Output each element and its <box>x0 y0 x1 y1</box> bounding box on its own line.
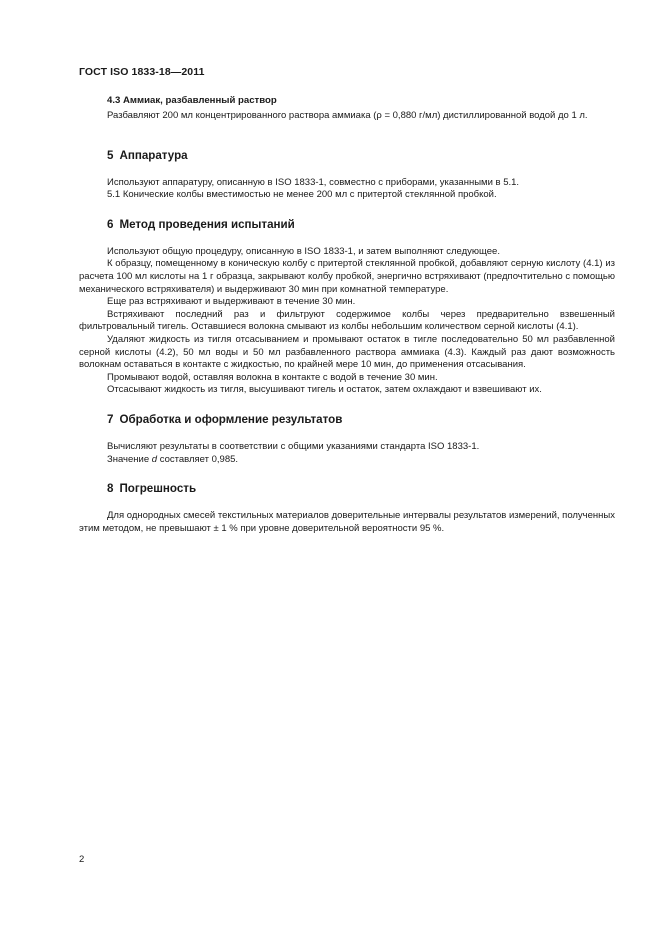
paragraph: Удаляют жидкость из тигля отсасыванием и промывают остаток в тигле последовательно 50 мл разбавленной серной кислоты (4.2), 50 мл воды и 50 мл разбавленного раствора аммиака (4.3). Каждый раз дают возможность волокнам оставаться в контакте с жидкостью, по крайней мере 10 мин, до применения отсасывания. <box>79 333 615 371</box>
paragraph: Еще раз встряхивают и выдерживают в течение 30 мин. <box>107 296 356 308</box>
section-number: 5 <box>107 148 114 162</box>
section-6 <box>79 218 615 397</box>
paragraph: 5.1 Конические колбы вместимостью не менее 200 мл с притертой стеклянной пробкой. <box>107 189 497 201</box>
paragraph: Промывают водой, оставляя волокна в контакте с водой в течение 30 мин. <box>107 371 438 383</box>
section-heading: Аппаратура <box>119 148 188 162</box>
section-title <box>79 413 615 426</box>
paragraph: Отсасывают жидкость из тигля, высушивают тигель и остаток, затем охлаждают и взвешивают их. <box>107 384 542 396</box>
section-8 <box>79 482 615 535</box>
section-title <box>79 482 615 495</box>
text-run: Значение <box>107 453 152 465</box>
section-heading: Погрешность <box>119 482 197 496</box>
section-number: 8 <box>107 482 114 496</box>
section-number: 7 <box>107 412 114 426</box>
paragraph: Встряхивают последний раз и фильтруют содержимое колбы через предварительно взвешенный фильтровальный тигель. Оставшиеся волокна смывают из колбы небольшим количеством серной кислоты (4.1). <box>79 308 615 333</box>
document-header: ГОСТ ISO 1833-18—2011 <box>79 66 205 78</box>
section-7 <box>79 413 615 466</box>
paragraph: Разбавляют 200 мл концентрированного раствора аммиака (ρ = 0,880 г/мл) дистиллированной водой до 1 л. <box>107 110 588 121</box>
subsection-title: 4.3 Аммиак, разбавленный раствор <box>107 95 277 106</box>
section-5 <box>79 149 615 202</box>
section-title <box>79 218 615 231</box>
text-run: составляет 0,985. <box>157 453 239 465</box>
variable-d: d <box>151 453 158 465</box>
paragraph: Используют общую процедуру, описанную в ISO 1833-1, и затем выполняют следующее. <box>107 245 500 257</box>
paragraph: Используют аппаратуру, описанную в ISO 1833-1, совместно с приборами, указанными в 5.1. <box>107 176 520 188</box>
section-heading: Метод проведения испытаний <box>119 217 295 231</box>
paragraph: Для однородных смесей текстильных материалов доверительные интервалы результатов измерений, полученных этим методом, не превышают ± 1 % при уровне доверительной вероятности 95 %. <box>79 510 615 534</box>
subsection-4-3 <box>79 95 615 123</box>
section-number: 6 <box>107 217 114 231</box>
paragraph: Вычисляют результаты в соответствии с общими указаниями стандарта ISO 1833-1. <box>107 440 480 452</box>
section-heading: Обработка и оформление результатов <box>119 412 343 426</box>
paragraph <box>79 454 615 467</box>
section-title <box>79 149 615 162</box>
page-number: 2 <box>79 854 85 865</box>
paragraph: К образцу, помещенному в коническую колбу с притертой стеклянной пробкой, добавляют серную кислоту (4.1) из расчета 100 мл кислоты на 1 г образца, закрывают колбу пробкой, энергично встряхивают (предпочтительно с помощью механического встряхивателя) и выдерживают 30 мин при комнатной температуре. <box>79 258 615 295</box>
document-body <box>79 95 615 535</box>
